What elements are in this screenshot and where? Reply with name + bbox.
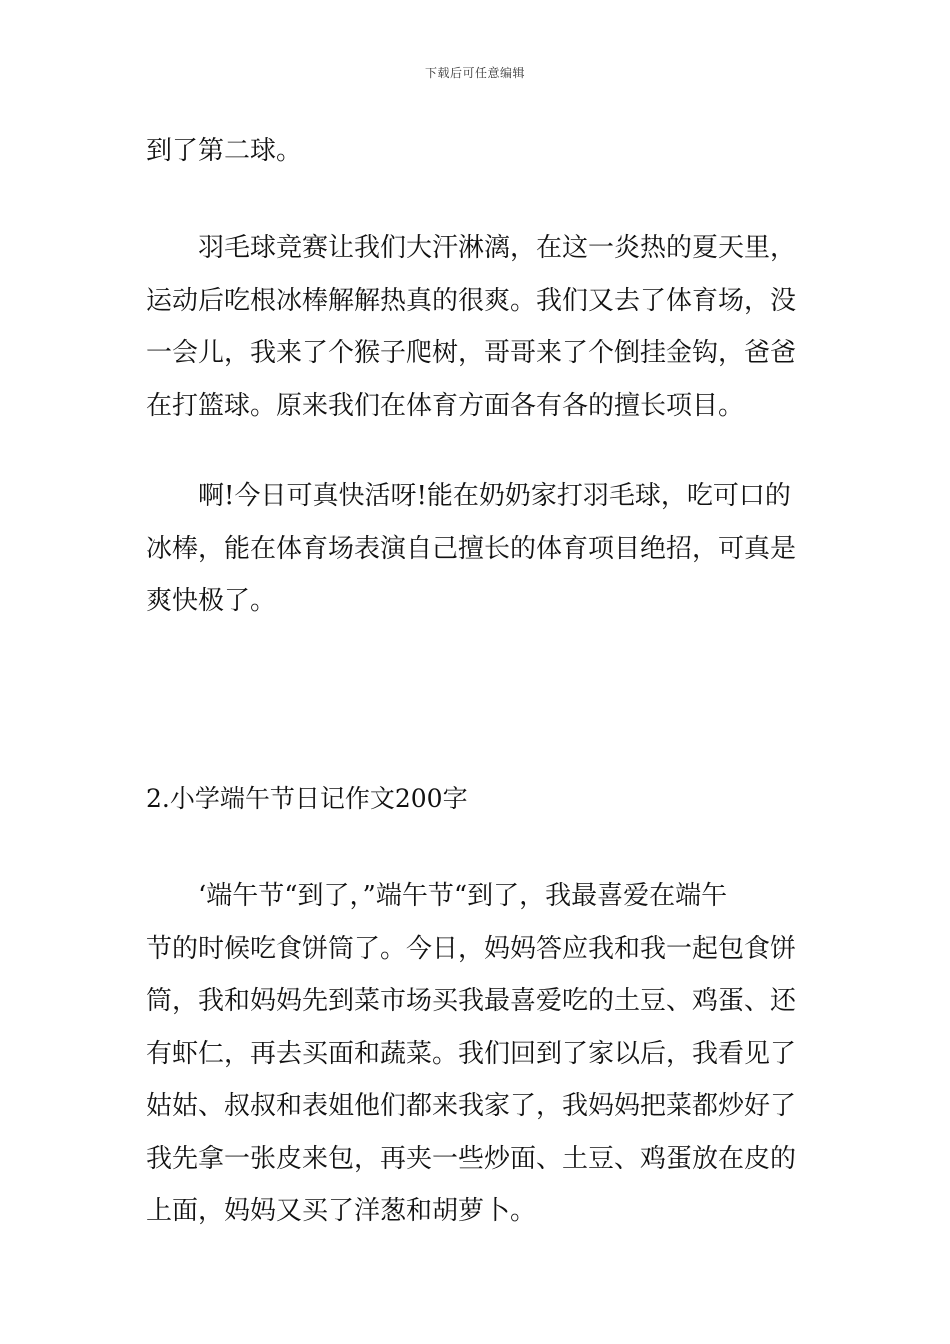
section-heading bbox=[146, 773, 810, 826]
text-line: 羽毛球竞赛让我们大汗淋漓，在这一炎热的夏天里， bbox=[198, 233, 797, 263]
text-line: 一会儿，我来了个猴子爬树，哥哥来了个倒挂金钩，爸爸 bbox=[146, 338, 797, 368]
text-line: 在打篮球。原来我们在体育方面各有各的擅长项目。 bbox=[146, 390, 745, 421]
paragraph-dragon-boat bbox=[146, 870, 810, 1238]
text-line: 啊!今日可真快活呀!能在奶奶家打羽毛球，吃可口的 bbox=[198, 481, 791, 511]
text-line: 有虾仁，再去买面和蔬菜。我们回到了家以后，我看见了 bbox=[146, 1038, 797, 1069]
text-line: 节的时候吃食饼筒了。今日，妈妈答应我和我一起包食饼 bbox=[146, 933, 797, 964]
text-line: 运动后吃根冰棒解解热真的很爽。我们又去了体育场，没 bbox=[146, 285, 797, 316]
text-line: 到了第二球。 bbox=[146, 136, 303, 166]
text-line: 爽快极了。 bbox=[146, 586, 277, 616]
text-line: 筒，我和妈妈先到菜市场买我最喜爱吃的土豆、鸡蛋、还 bbox=[146, 986, 797, 1016]
text-line: 冰棒，能在体育场表演自己擅长的体育项目绝招，可真是 bbox=[146, 533, 797, 564]
text-line: 姑姑、叔叔和表姐他们都来我家了，我妈妈把菜都炒好了 bbox=[146, 1091, 797, 1121]
heading-text: 2.小学端午节日记作文200字 bbox=[146, 784, 468, 813]
paragraph-continuation bbox=[146, 125, 810, 178]
paragraph-badminton bbox=[146, 222, 810, 432]
text-line: ‘端午节“到了，”端午节“到了，我最喜爱在端午 bbox=[198, 881, 728, 911]
header-note: 下载后可任意编辑 bbox=[424, 66, 525, 80]
paragraph-conclusion bbox=[146, 470, 810, 628]
text-line: 上面，妈妈又买了洋葱和胡萝卜。 bbox=[146, 1196, 537, 1226]
text-line: 我先拿一张皮来包，再夹一些炒面、土豆、鸡蛋放在皮的 bbox=[146, 1143, 797, 1174]
